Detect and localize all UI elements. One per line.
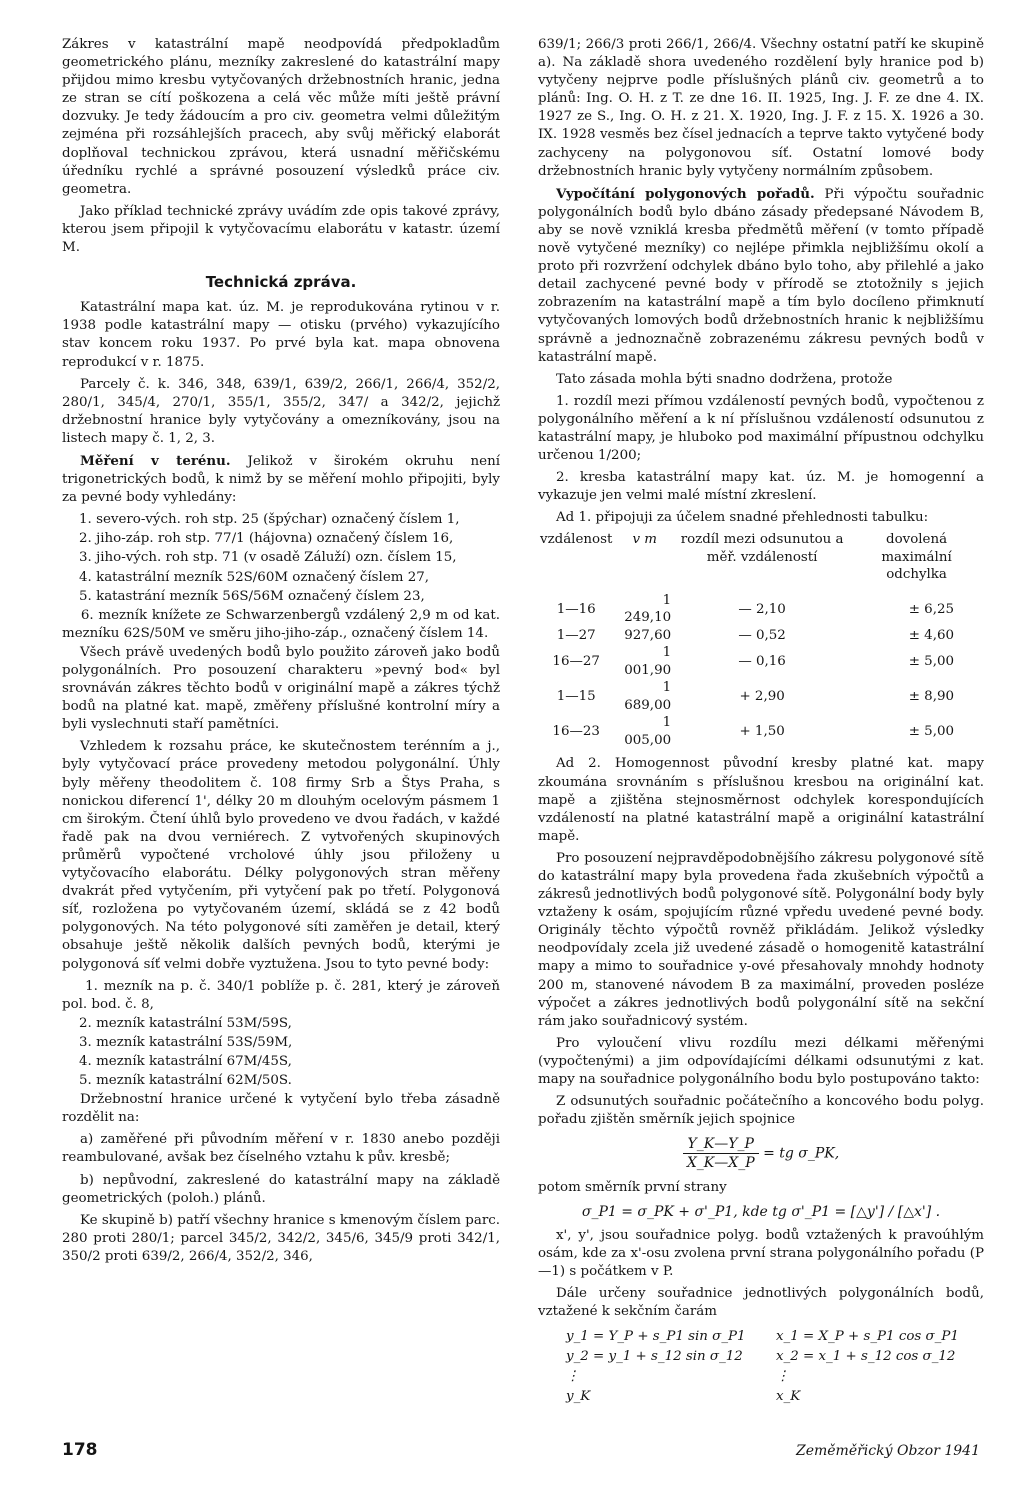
paragraph: Parcely č. k. 346, 348, 639/1, 639/2, 266/1, 266/4, 352/2, 280/1, 345/4, 270/1, 355/1, 355/2, 347/ a 342/2, jejichž držebnostní hranice byly vytyčovány a omezníkovány, jsou na listech mapy č. 1, 2, 3. [62, 376, 500, 446]
paragraph: Zákres v katastrální mapě neodpovídá předpokladům geometrického plánu, mezníky zakreslené do katastrální mapy přijdou mimo kresbu vytyčovaných držebnostních hranic, jedna ze stran se cítí poškozena a celá věc může míti ještě právní dozvuky. Je tedy žádoucím a pro civ. geometra velmi důležitým zejména při rozsáhlejších pracech, aby svůj měřický elaborát doplňoval technickou zprávou, která usnadní měřičskému úředníku rychlé a správné posouzení výsledků práce civ. geometra. [62, 37, 500, 197]
table-cell: 1 005,00 [624, 715, 672, 748]
paragraph: Vzhledem k rozsahu práce, ke skutečnostem terénním a j., byly vytyčovací práce provedeny metodou polygonální. Úhly byly měřeny theodolitem č. 108 firmy Srb a Štys Praha, s nonickou diferencí 1', délky 20 m dlouhým ocelovým pásmem 1 cm širokým. Čtení úhlů bylo provedeno ve dvou řadách, v každé řadě pak na dvou verniérech. Z vytvořených skupinových průměrů vypočtené vrcholové úhly jsou přiloženy u vytyčovacího elaborátu. Délky polygonových stran měřeny dvakrát před vytyčením, při vytyčení pak po třetí. Polygonová síť, rozložena po vytyčovaném území, skládá se z 42 bodů polygonových. Na této polygonové síti zaměřen je detail, který obsahuje ještě několik dalších pevných bodů, kterými je polygonová síť velmi dobře vyztužena. Jsou to tyto pevné body: [62, 739, 500, 972]
formula-row [566, 1367, 984, 1387]
paragraph: Katastrální mapa kat. úz. M. je reprodukována rytinou v r. 1938 podle katastrální mapy — otisku (prvého) vykazujícího stav koncem roku 1937. Po prvé byla kat. mapa obnovena reprodukcí v r. 1875. [62, 300, 500, 370]
table-cell: ± 5,00 [908, 724, 954, 740]
table-cell: 1—16 [556, 601, 596, 617]
paragraph: 2. kresba katastrální mapy kat. úz. M. je homogenní a vykazuje jen velmi malé místní zkreslení. [538, 470, 984, 504]
paragraph: Pro posouzení nejpravděpodobnějšího zákresu polygonové sítě do katastrální mapy byla provedena řada zkušebních výpočtů a zákresů jednotlivých bodů polygonové sítě. Polygonální body byly vztaženy k osám, spojujícím různé vpředu uvedené pevné body. Originály těchto výpočtů rovněž přikládám. Jelikož výsledky neodpovídaly zcela již uvedené zásadě o homogenitě katastrální mapy a mimo to souřadnice y-ové přesahovaly mnohdy hodnoty 200 m, stanovené návodem B za maximální, proveden posléze výpočet a zákres jednotlivých bodů polygonální sítě na sekční rám jako souřadnicový systém. [538, 850, 984, 1029]
table-row [538, 679, 984, 714]
paragraph: Ad 1. připojuji za účelem snadné přehlednosti tabulku: [556, 510, 929, 526]
table-cell: 1—27 [556, 627, 596, 643]
paragraph: 639/1; 266/3 proti 266/1, 266/4. Všechny ostatní patří ke skupině a). Na základě shora uvedeného rozdělení byly hranice pod b) vytyčeny nejprve podle příslušných plánů civ. geometrů a to plánů: Ing. O. H. z T. ze dne 16. II. 1925, Ing. J. F. ze dne 4. IX. 1927 ze S., Ing. O. H. z 21. X. 1920, Ing. J. F. z 15. X. 1926 a 30. IX. 1928 vesměs bez čísel jednacích a teprve takto vytyčené body zachyceny na polygonovou síť. Ostatní lomové body držebnostních hranic byly vytyčeny normálním způsobem. [538, 37, 984, 179]
formula-ellipsis: ⋮ [776, 1369, 790, 1385]
column-header: rozdíl mezi odsunutou a měř. vzdáleností [680, 532, 844, 565]
formula-row [566, 1327, 984, 1347]
table-cell: 1 249,10 [624, 592, 672, 626]
column-header: v m [632, 532, 657, 548]
paragraph: Ke skupině b) patří všechny hranice s kmenovým číslem parc. 280 proti 280/1; parcel 345/2, 342/2, 345/6, 345/9 proti 342/1, 350/2 proti 639/2, 266/4, 352/2, 346, [62, 1212, 500, 1264]
table-row [538, 586, 984, 627]
table-cell: — 2,10 [738, 601, 786, 617]
list-item: 4. mezník katastrální 67M/45S, [79, 1053, 292, 1069]
list-item: 1. mezník na p. č. 340/1 poblíže p. č. 281, který je zároveň pol. bod. č. 8, [62, 978, 500, 1012]
list-item: 5. mezník katastrální 62M/50S. [79, 1073, 292, 1089]
formula-x: x_2 = x_1 + s_12 cos σ_12 [776, 1349, 956, 1365]
formula-ellipsis: ⋮ [566, 1369, 580, 1385]
table-cell: ± 4,60 [908, 627, 954, 643]
formula-row [566, 1347, 984, 1367]
formula-x-end: x_K [776, 1389, 801, 1405]
table-cell: + 2,90 [739, 689, 785, 705]
list-item: 1. severo-vých. roh stp. 25 (špýchar) označený číslem 1, [79, 512, 460, 528]
paragraph: Jako příklad technické zprávy uvádím zde opis takové zprávy, kterou jsem připojil k vytyčovacímu elaborátu v katastr. území M. [62, 203, 500, 256]
table-cell: 1—15 [556, 689, 596, 705]
table-cell: 16—27 [552, 654, 600, 670]
list-item: 3. mezník katastrální 53S/59M, [79, 1034, 293, 1050]
list-item: 6. mezník knížete ze Schwarzenbergů vzdálený 2,9 m od kat. mezníku 62S/50M ve směru jiho-jiho-záp., označený číslem 14. [62, 607, 500, 641]
section-heading: Technická zpráva. [205, 273, 357, 292]
run-in-heading: Vypočítání polygonových pořadů. [556, 185, 815, 202]
paragraph: 1. rozdíl mezi přímou vzdáleností pevných bodů, vypočtenou z polygonálního měření a k ní příslušnou vzdáleností odsunutou z katastrální mapy, je hluboko pod maximální přípustnou odchylku určenou 1/200; [538, 393, 984, 464]
paragraph: b) nepůvodní, zakreslené do katastrální mapy na základě geometrických (poloh.) plánů. [62, 1172, 500, 1206]
paragraph [62, 452, 500, 507]
table-cell: ± 5,00 [908, 654, 954, 670]
table-cell: 927,60 [624, 627, 672, 643]
journal-title: Zeměměřický Obzor 1941 [795, 1443, 980, 1459]
table-header-row [538, 531, 984, 586]
fixed-points-list [62, 511, 500, 643]
table-cell: — 0,52 [738, 627, 786, 643]
coordinate-formulas [566, 1327, 984, 1407]
paragraph: potom směrník první strany [538, 1179, 727, 1195]
table-row [538, 714, 984, 749]
column-header: vzdálenost [540, 532, 613, 548]
list-item: 5. katastrání mezník 56S/56M označený číslem 23, [79, 588, 425, 604]
table-row [538, 627, 984, 645]
list-item: 2. jiho-záp. roh stp. 77/1 (hájovna) označený číslem 16, [79, 531, 454, 547]
fraction-numerator: Y_K—Y_P [683, 1135, 759, 1154]
table-row [538, 644, 984, 679]
paragraph-text: Při výpočtu souřadnic polygonálních bodů bylo dbáno zásady předepsané Návodem B, aby se nově vzniklá kresba předmětů měření (v tomto případě nově vytyčené mezníky) co nejlépe přimkla nejbližšímu okolí a proto při rozvržení odchylek dbáno bylo toho, aby přilehlé a jako detail zachycené pevné body v přírodě se ztotožnily s jejich zobrazením na katastrální mapě a tím bylo docíleno přimknutí vytyčovaných lomových bodů držebnostních hranic k nejbližšímu správně a jednoznačně zobrazenému zákresu pevných bodů v katastrální mapě. [538, 186, 984, 365]
fraction-denominator: X_K—X_P [686, 1155, 755, 1172]
table-cell: + 1,50 [739, 724, 785, 740]
list-item: 2. mezník katastrální 53M/59S, [79, 1015, 292, 1031]
paragraph: Tato zásada mohla býti snadno dodržena, protože [556, 371, 893, 387]
formula-y: y_1 = Y_P + s_P1 sin σ_P1 [566, 1329, 746, 1345]
paragraph: Pro vyloučení vlivu rozdílu mezi délkami měřenými (vypočtenými) a jim odpovídajícími délkami odsunutými z kat. mapy na souřadnice polygonálního bodu bylo postupováno takto: [538, 1035, 984, 1088]
additional-fixed-points-list [62, 978, 500, 1091]
paragraph: Všech právě uvedených bodů bylo použito zároveň jako bodů polygonálních. Pro posouzení charakteru »pevný bod« byl srovnáván zákres těchto bodů v originální mapě a zákres týchž bodů na platné kat. mapě, změřeny příslušné kontrolní míry a byli vyslechnuti staří pamětníci. [62, 644, 500, 733]
right-column [538, 36, 984, 1407]
formula-x: x_1 = X_P + s_P1 cos σ_P1 [776, 1329, 959, 1345]
table-cell: 16—23 [552, 724, 600, 740]
table-cell: ± 6,25 [908, 601, 954, 617]
page-number: 178 [62, 1440, 98, 1460]
list-item: 4. katastrální mezník 52S/60M označený číslem 27, [79, 569, 430, 585]
formula-first-side: σ_P1 = σ_PK + σ'_P1, kde tg σ'_P1 = [△y'] / [△x'] . [581, 1203, 941, 1220]
list-item: 3. jiho-vých. roh stp. 71 (v osadě Záluží) ozn. číslem 15, [79, 550, 457, 566]
formula-row [566, 1387, 984, 1407]
formula-y-end: y_K [566, 1389, 591, 1405]
left-column [62, 36, 500, 1270]
table-cell: — 0,16 [738, 654, 786, 670]
paragraph: Ad 2. Homogennost původní kresby platné kat. mapy zkoumána srovnáním s příslušnou kresbou na originální kat. mapě a zjištěna stejnosměrnost odchylek korespondujících vzdáleností na platné katastrální mapě a originální katastrální mapě. [538, 756, 984, 844]
paragraph-text: Jelikož v širokém okruhu není trigonetrických bodů, k nimž by se měření mohlo připojiti, byly za pevné body vyhledány: [62, 453, 500, 506]
paragraph: Z odsunutých souřadnic počátečního a koncového bodu polyg. pořadu zjištěn směrník jejich spojnice [538, 1094, 984, 1128]
table-cell: 1 689,00 [624, 680, 672, 713]
table-cell: 1 001,90 [624, 645, 672, 678]
distance-table [538, 531, 984, 749]
paragraph: Držebnostní hranice určené k vytyčení bylo třeba zásadně rozdělit na: [62, 1092, 500, 1126]
column-header: dovolená maximální odchylka [881, 532, 952, 583]
paragraph: x', y', jsou souřadnice polyg. bodů vztažených k pravoúhlým osám, kde za x'-osu zvolena první strana polygonálního pořadu (P—1) s počátkem v P. [538, 1227, 984, 1279]
formula-rhs: = tg σ_PK, [763, 1145, 840, 1162]
paragraph: a) zaměřené při původním měření v r. 1830 anebo později reambulované, avšak bez číselného vztahu k pův. kresbě; [62, 1132, 500, 1166]
fraction [683, 1135, 759, 1172]
run-in-heading: Měření v terénu. [80, 452, 231, 469]
paragraph: Dále určeny souřadnice jednotlivých polygonálních bodů, vztažené k sekčním čarám [538, 1285, 984, 1320]
paragraph [538, 185, 984, 367]
table-cell: ± 8,90 [908, 689, 954, 705]
formula-direction [538, 1135, 984, 1172]
formula-y: y_2 = y_1 + s_12 sin σ_12 [566, 1349, 743, 1365]
